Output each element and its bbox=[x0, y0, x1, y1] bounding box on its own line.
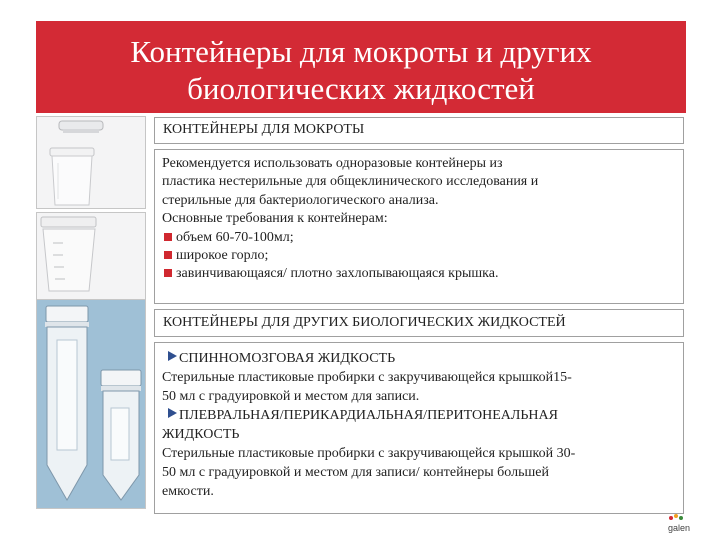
text-line: Основные требования к контейнерам: bbox=[162, 211, 388, 227]
requirement-item: широкое горло; bbox=[162, 247, 677, 265]
galen-logo bbox=[662, 512, 708, 536]
text-line: емкости. bbox=[162, 484, 214, 499]
title-banner bbox=[36, 21, 686, 113]
sputum-containers-heading: КОНТЕЙНЕРЫ ДЛЯ МОКРОТЫ bbox=[163, 122, 365, 137]
triangle-bullet-icon bbox=[168, 351, 177, 361]
requirement-item: завинчивающаяся/ плотно захлопывающаяся крышка. bbox=[162, 265, 677, 283]
sputum-container-photo bbox=[36, 116, 146, 209]
requirement-item: объем 60-70-100мл; bbox=[162, 229, 677, 247]
sputum-containers-description bbox=[154, 149, 684, 304]
text-line: 50 мл с градуировкой и местом для записи/ контейнеры большей bbox=[162, 465, 549, 480]
text-line: ЖИДКОСТЬ bbox=[162, 427, 240, 442]
other-fluids-description bbox=[154, 342, 684, 514]
text-line: стерильные для бактериологического анализа. bbox=[162, 192, 439, 208]
other-fluids-heading-box bbox=[154, 309, 684, 337]
slide-title bbox=[36, 33, 686, 107]
test-tubes-photo bbox=[36, 299, 146, 509]
sputum-containers-heading-box bbox=[154, 117, 684, 144]
csf-item-title: СПИННОМОЗГОВАЯ ЖИДКОСТЬ bbox=[162, 349, 677, 368]
text-line: пластика нестерильные для общеклинического исследования и bbox=[162, 174, 539, 190]
text-line: Рекомендуется использовать одноразовые контейнеры из bbox=[162, 156, 503, 171]
text-line: Стерильные пластиковые пробирки с закручивающейся крышкой 30- bbox=[162, 446, 576, 461]
serous-fluid-item-title: ПЛЕВРАЛЬНАЯ/ПЕРИКАРДИАЛЬНАЯ/ПЕРИТОНЕАЛЬНАЯ bbox=[162, 406, 677, 425]
text-line: 50 мл с градуировкой и местом для записи. bbox=[162, 389, 420, 404]
triangle-bullet-icon bbox=[168, 408, 177, 418]
square-bullet-icon bbox=[164, 251, 172, 259]
other-fluids-heading: КОНТЕЙНЕРЫ ДЛЯ ДРУГИХ БИОЛОГИЧЕСКИХ ЖИДКОСТЕЙ bbox=[163, 315, 566, 330]
title-line-1: Контейнеры для мокроты и других bbox=[130, 34, 592, 69]
logo-text: galen bbox=[668, 523, 691, 533]
square-bullet-icon bbox=[164, 269, 172, 277]
square-bullet-icon bbox=[164, 233, 172, 241]
graduated-cup-photo bbox=[36, 212, 146, 300]
title-line-2: биологических жидкостей bbox=[187, 71, 535, 106]
text-line: Стерильные пластиковые пробирки с закручивающейся крышкой15- bbox=[162, 370, 572, 385]
